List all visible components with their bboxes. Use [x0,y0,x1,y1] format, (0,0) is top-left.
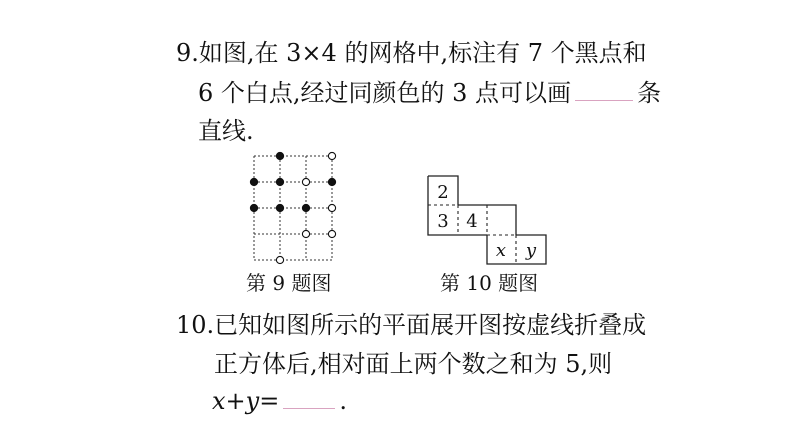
q9-line-2 [198,78,661,108]
q10-caption: 第 10 题图 [440,271,539,295]
white-dot [302,230,309,237]
q9-text-1: 如图,在 3×4 的网格中,标注有 7 个黑点和 [198,39,647,67]
black-dot [250,178,257,185]
white-dot [276,256,283,263]
q10-text-3-end: . [339,387,347,415]
q10-net-figure [427,175,549,265]
q10-line-1 [176,310,646,340]
q9-line-1 [176,38,647,68]
q9-grid-figure [250,152,340,262]
white-dot [328,204,335,211]
net-label-2: 2 [437,182,449,203]
net-label-x: x [495,240,507,261]
black-dot [276,204,283,211]
q10-text-1: 已知如图所示的平面展开图按虚线折叠成 [214,311,647,339]
white-dot [328,230,335,237]
white-dot [328,152,335,159]
q10-answer-blank[interactable] [283,386,335,409]
q9-text-3: 直线. [198,117,254,145]
q9-text-2: 6 个白点,经过同颜色的 3 点可以画 [198,79,572,107]
q10-text-2: 正方体后,相对面上两个数之和为 5,则 [214,350,613,378]
black-dot [276,152,283,159]
net-label-3: 3 [437,211,449,232]
q9-caption: 第 9 题图 [246,271,332,295]
white-dot [302,178,309,185]
black-dot [250,204,257,211]
net-label-4: 4 [466,211,478,232]
black-dot [328,178,335,185]
q9-line-3 [198,116,254,146]
q9-answer-blank[interactable] [575,78,633,101]
black-dot [302,204,309,211]
black-dot [276,178,283,185]
q10-line-3 [212,386,347,416]
net-label-y: y [525,240,537,261]
q9-text-2-end: 条 [637,79,662,107]
q10-line-2 [214,349,612,379]
q10-number: 10. [176,311,215,339]
q9-number: 9. [176,39,199,67]
q10-expression: x+y= [212,387,280,415]
